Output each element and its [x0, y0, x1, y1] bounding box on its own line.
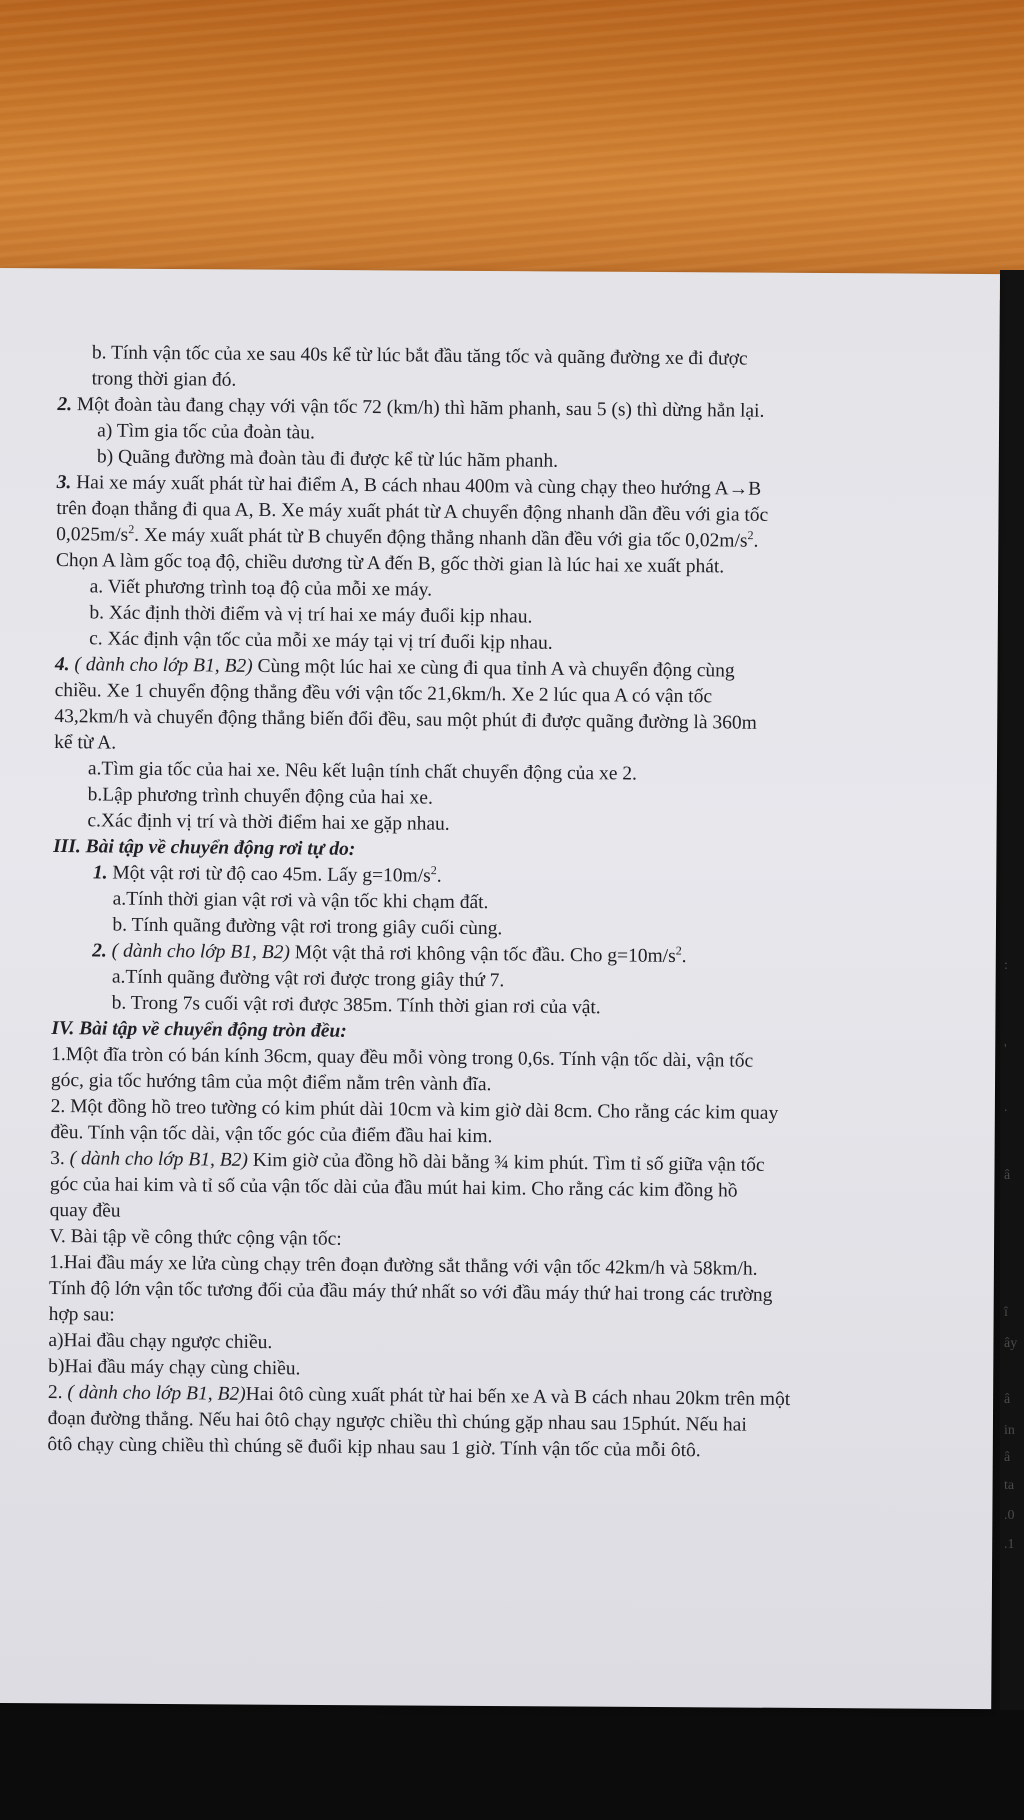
- bleed-char: â: [1004, 1450, 1011, 1465]
- text-fragment: . Xe máy xuất phát từ B chuyển động thẳng nhanh dần đều với gia tốc 0,02m/s: [134, 524, 748, 552]
- text-line: góc, gia tốc hướng tâm của một điểm nằm trên vành đĩa.: [50, 1069, 492, 1096]
- text-fragment: 0,025m/s: [56, 523, 129, 546]
- page-edge-shadow: [1000, 270, 1024, 1710]
- class-note: ( dành cho lớp B1, B2): [106, 940, 291, 964]
- text-line: trong thời gian đó.: [91, 368, 237, 391]
- text-line: a. Viết phương trình toạ độ của mỗi xe máy.: [89, 576, 433, 601]
- text-line: hợp sau:: [48, 1303, 115, 1326]
- text-line: đoạn đường thẳng. Nếu hai ôtô chạy ngược chiều thì chúng gặp nhau sau 15phút. Nếu hai: [47, 1407, 747, 1436]
- text-line: góc của hai kim và tỉ số của vận tốc dài của đầu mút hai kim. Cho rằng các kim đồng hồ: [49, 1173, 738, 1202]
- text-line: Một đoàn tàu đang chạy với vận tốc 72 (km/h) thì hãm phanh, sau 5 (s) thì dừng hẳn lại.: [71, 394, 765, 422]
- exercise-number: 4.: [54, 653, 70, 676]
- text-line: b. Tính vận tốc của xe sau 40s kể từ lúc bắt đầu tăng tốc và quãng đường xe đi được: [91, 342, 748, 370]
- superscript: 2: [430, 863, 437, 878]
- document-text: [47, 340, 998, 1467]
- text-line: 2. Một đồng hồ treo tường có kim phút dài 10cm và kim giờ dài 8cm. Cho rằng các kim quay: [50, 1095, 779, 1124]
- text-line: đều. Tính vận tốc dài, vận tốc góc của điểm đầu hai kim.: [50, 1121, 493, 1148]
- text-line: Cùng một lúc hai xe cùng đi qua tỉnh A và chuyển động cùng: [252, 655, 735, 682]
- text-line: ôtô chạy cùng chiều thì chúng sẽ đuổi kịp nhau sau 1 giờ. Tính vận tốc của mỗi ôtô.: [47, 1433, 701, 1462]
- bleed-char: ây: [1004, 1336, 1018, 1351]
- bleed-char: â: [1004, 1168, 1011, 1183]
- text-line: chiều. Xe 1 chuyển động thẳng đều với vận tốc 21,6km/h. Xe 2 lúc qua A có vận tốc: [54, 679, 713, 708]
- wood-grain-texture: [0, 0, 1024, 300]
- exercise-number: 2.: [47, 1381, 63, 1404]
- text-fragment: Một vật thả rơi không vận tốc đầu. Cho g=10m/s: [289, 942, 676, 967]
- bleed-char: .: [1004, 1100, 1008, 1115]
- exercise-number: 3.: [50, 1147, 65, 1170]
- text-line: trên đoạn thẳng đi qua A, B. Xe máy xuất phát từ A chuyển động nhanh dần đều với gia tốc: [56, 497, 769, 526]
- text-fragment: .: [753, 530, 759, 552]
- bleed-char: in: [1004, 1423, 1015, 1438]
- text-line: Hai xe máy xuất phát từ hai điểm A, B cách nhau 400m và cùng chạy theo hướng A→B: [71, 472, 762, 500]
- text-line: Hai ôtô cùng xuất phát từ hai bến xe A và B cách nhau 20km trên một: [245, 1383, 791, 1411]
- exercise-number: 1.: [92, 862, 108, 884]
- text-line: a)Hai đầu chạy ngược chiều.: [48, 1329, 273, 1354]
- text-line: b. Tính quãng đường vật rơi trong giây cuối cùng.: [112, 914, 503, 940]
- text-line: c.Xác định vị trí và thời điểm hai xe gặp nhau.: [87, 810, 450, 835]
- text-line: a.Tính quãng đường vật rơi được trong giây thứ 7.: [111, 966, 505, 992]
- text-line: b. Xác định thời điểm và vị trí hai xe máy đuổi kịp nhau.: [89, 602, 533, 628]
- class-note: ( dành cho lớp B1, B2): [64, 1148, 249, 1171]
- superscript: 2: [675, 943, 682, 958]
- text-fragment: .: [681, 946, 687, 968]
- text-line: a.Tính thời gian vật rơi và vận tốc khi chạm đất.: [112, 888, 489, 914]
- text-line: 1.Một đĩa tròn có bán kính 36cm, quay đều mỗi vòng trong 0,6s. Tính vận tốc dài, vận tốc: [51, 1043, 754, 1072]
- text-line: a.Tìm gia tốc của hai xe. Nêu kết luận tính chất chuyển động của xe 2.: [87, 758, 638, 785]
- exercise-number: 2.: [57, 393, 73, 416]
- class-note: ( dành cho lớp B1, B2): [69, 654, 253, 677]
- text-line: b.Lập phương trình chuyển động của hai xe.: [87, 784, 433, 809]
- section-heading: V. Bài tập về công thức cộng vận tốc:: [49, 1225, 342, 1250]
- exercise-number: 2.: [92, 940, 107, 962]
- superscript: 2: [128, 522, 135, 537]
- section-heading: IV. Bài tập về chuyển động tròn đều:: [51, 1017, 347, 1042]
- bleed-char: â: [1004, 1392, 1011, 1407]
- bleed-char: .0: [1004, 1508, 1015, 1523]
- bleed-char: ': [1004, 1042, 1007, 1057]
- section-heading: III. Bài tập về chuyển động rơi tự do:: [53, 835, 356, 860]
- text-line: Chọn A làm gốc toạ độ, chiều dương từ A đến B, gốc thời gian là lúc hai xe xuất phát.: [55, 549, 725, 578]
- text-line: quay đều: [49, 1199, 121, 1222]
- text-line: kể từ A.: [54, 731, 117, 754]
- bleed-char: ta: [1004, 1478, 1015, 1493]
- bleed-char: .1: [1004, 1537, 1015, 1552]
- bleed-char: î: [1004, 1305, 1008, 1320]
- text-line: 43,2km/h và chuyển động thẳng biến đổi đều, sau một phút đi được quãng đường là 360m: [54, 705, 757, 734]
- text-line: c. Xác định vận tốc của mỗi xe máy tại vị trí đuổi kịp nhau.: [89, 628, 553, 654]
- text-line: Kim giờ của đồng hồ dài bằng ¾ kim phút. Tìm tỉ số giữa vận tốc: [247, 1149, 765, 1176]
- bleed-char: :: [1004, 958, 1008, 973]
- text-fragment: .: [436, 865, 442, 887]
- text-line: Tính độ lớn vận tốc tương đối của đầu máy thứ nhất so với đầu máy thứ hai trong các trường: [48, 1277, 773, 1306]
- class-note: ( dành cho lớp B1, B2): [62, 1382, 246, 1405]
- superscript: 2: [747, 528, 754, 543]
- text-line: b) Quãng đường mà đoàn tàu đi được kể từ lúc hãm phanh.: [96, 446, 559, 472]
- exercise-number: 3.: [56, 471, 72, 494]
- text-line: 1.Hai đầu máy xe lửa cùng chạy trên đoạn đường sắt thẳng với vận tốc 42km/h và 58km/h.: [49, 1251, 758, 1280]
- text-line: a) Tìm gia tốc của đoàn tàu.: [97, 420, 316, 444]
- text-line: b)Hai đầu máy chạy cùng chiều.: [48, 1355, 301, 1380]
- text-line: b. Trong 7s cuối vật rơi được 385m. Tính thời gian rơi của vật.: [111, 992, 601, 1019]
- text-fragment: Một vật rơi từ độ cao 45m. Lấy g=10m/s: [107, 862, 431, 887]
